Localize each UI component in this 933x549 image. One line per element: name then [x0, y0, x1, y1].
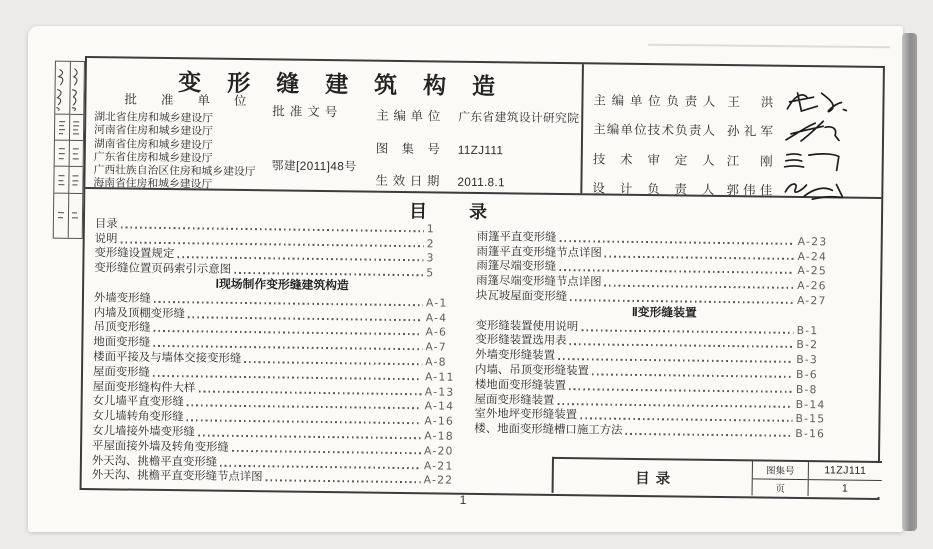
toc-entry-page: A-27	[796, 293, 827, 308]
bottom-page-number: 1	[459, 493, 467, 507]
atlas-info-value: 2011.8.1	[457, 174, 505, 190]
approval-unit: 河南省住房和城乡建设厅	[93, 124, 213, 138]
personnel-row	[593, 149, 882, 170]
dotted-leader	[187, 419, 422, 424]
personnel-name: 江刚	[726, 153, 773, 169]
toc-entry-page: B-1	[796, 323, 819, 337]
toc-entry-title: 雨篷平直变形缝节点详图	[476, 245, 602, 260]
atlas-info	[375, 106, 579, 189]
dotted-leader	[559, 240, 794, 245]
personnel-name: 郭伟佳	[726, 183, 773, 198]
dotted-leader	[581, 329, 793, 334]
approval-units-list	[93, 111, 276, 193]
dotted-leader	[604, 285, 794, 289]
toc-entry-title: 雨篷平直变形缝	[476, 230, 557, 244]
title-header	[85, 58, 883, 199]
toc-entry-title: 楼面平接及与墙体交接变形缝	[93, 351, 242, 365]
toc-entry-title: 外天沟、挑檐平直变形缝	[91, 454, 218, 469]
handwriting-mark-icon	[70, 62, 84, 114]
drawing-frame	[80, 56, 885, 500]
dotted-leader	[625, 433, 792, 437]
dotted-leader	[244, 361, 422, 365]
toc-entry-title: 女儿墙平直变形缝	[92, 395, 184, 409]
toc-entry-title: 雨篷尽端变形缝	[476, 260, 557, 274]
toc-entry-page: B-16	[795, 427, 826, 441]
tiny-text-mark-icon	[54, 166, 68, 193]
tiny-text-mark-icon	[69, 114, 83, 140]
approval-units	[93, 89, 276, 193]
approval-number-label: 批准文号	[272, 104, 343, 120]
atlas-info-label: 主编单位	[376, 108, 441, 124]
toc-section	[82, 189, 882, 497]
tiny-text-mark-icon	[68, 193, 82, 238]
title-block-labels	[752, 461, 808, 496]
margin-strip	[53, 61, 85, 239]
personnel-label: 设计负责人	[592, 181, 715, 197]
dotted-leader	[557, 403, 792, 408]
atlas-info-row	[376, 138, 579, 156]
dotted-leader	[605, 255, 795, 259]
dotted-leader	[187, 405, 422, 410]
toc-entry-page: B-14	[795, 397, 826, 411]
toc-entry-page: A-26	[797, 279, 827, 293]
dotted-leader	[558, 358, 793, 363]
atlas-info-row	[375, 171, 578, 189]
dotted-leader	[234, 272, 423, 276]
approval-unit: 湖南省住房和城乡建设厅	[93, 137, 213, 152]
approval-unit: 海南省住房和城乡建设厅	[93, 177, 213, 192]
toc-entry-page: A-22	[423, 473, 454, 488]
header-left	[85, 58, 582, 193]
toc-entry-page: A-8	[425, 355, 447, 369]
atlas-info-row	[376, 106, 579, 124]
approval-unit: 湖北省住房和城乡建设厅	[94, 111, 214, 125]
toc-entry-title: 块瓦坡屋面变形缝	[475, 289, 568, 304]
toc-entry-page: A-18	[424, 429, 454, 443]
toc-entry-page: A-24	[797, 249, 828, 263]
dotted-leader	[559, 269, 794, 274]
toc-entry-page: A-13	[424, 384, 455, 399]
toc-entry-page: A-4	[425, 310, 448, 325]
personnel-label: 主编单位负责人	[593, 92, 716, 109]
toc-column-left	[92, 216, 471, 487]
approval-unit: 广西壮族自治区住房和城乡建设厅	[93, 164, 256, 179]
dotted-leader	[177, 257, 423, 262]
dotted-leader	[232, 450, 421, 454]
toc-entry-page: 2	[426, 236, 435, 251]
toc-entry-page: B-2	[796, 338, 819, 352]
personnel-name: 孙礼军	[727, 124, 774, 139]
title-block-name: 目录	[635, 470, 677, 487]
dotted-leader	[592, 373, 793, 378]
toc-entry-title: 外墙变形缝装置	[475, 349, 556, 363]
signature-icon	[783, 148, 853, 173]
toc-entry-title: 内墙、吊顶变形缝装置	[475, 363, 590, 378]
dotted-leader	[266, 480, 421, 484]
margin-strip-column	[67, 62, 84, 238]
toc-entry-page: A-14	[424, 399, 455, 414]
toc-entry-title: 女儿墙接外墙变形缝	[92, 425, 195, 439]
atlas-info-value: 11ZJ111	[457, 142, 504, 157]
dotted-leader	[198, 434, 421, 439]
toc-entry-title: 楼、地面变形缝槽口施工方法	[474, 423, 623, 437]
toc-entry-title: 目录	[94, 217, 118, 231]
dotted-leader	[570, 343, 794, 348]
title-block	[552, 457, 882, 497]
toc-entry-page: 3	[426, 251, 435, 265]
title-block-values	[808, 462, 882, 497]
atlas-no-label: 图集号	[765, 465, 795, 478]
toc-entry-page: A-21	[423, 458, 454, 473]
toc-entry-page: A-23	[797, 234, 828, 249]
toc-entry-title: 变形缝装置选用表	[475, 334, 567, 348]
tiny-text-mark-icon	[54, 193, 68, 238]
page-edge-shadow	[902, 33, 917, 531]
approval-number	[272, 101, 358, 174]
toc-entry-page: A-20	[423, 444, 454, 458]
toc-column-right	[474, 229, 854, 441]
dotted-leader	[198, 390, 421, 395]
toc-entry-page: B-15	[795, 412, 826, 426]
dotted-leader	[570, 299, 794, 304]
toc-entry-title: 室外地坪变形缝装置	[474, 408, 578, 422]
tiny-text-mark-icon	[55, 114, 69, 140]
personnel-panel	[580, 64, 883, 197]
toc-heading: 目录	[408, 201, 530, 223]
toc-entry-page: B-3	[796, 353, 819, 367]
toc-entry-page: A-16	[424, 414, 455, 428]
toc-entry-title: 屋面变形缝构件大样	[92, 380, 196, 394]
toc-entry-title: 说明	[94, 232, 118, 246]
page-value: 1	[809, 479, 882, 497]
personnel-row	[593, 120, 882, 141]
toc-entry-title: 吊顶变形缝	[93, 321, 151, 335]
atlas-info-label: 生效日期	[375, 173, 440, 189]
toc-entry-title: 地面变形缝	[93, 336, 151, 350]
tiny-text-mark-icon	[55, 140, 69, 166]
approval-unit: 广东省住房和城乡建设厅	[93, 151, 213, 165]
toc-entry-title: 变形缝位置页码索引示意图	[94, 262, 232, 277]
personnel-label: 主编单位技术负责人	[593, 122, 716, 138]
toc-entry-title: 内墙及顶棚变形缝	[93, 306, 185, 320]
toc-entry-title: 变形缝设置规定	[94, 247, 175, 261]
document-title: 变形缝建筑构造	[178, 69, 522, 100]
personnel-name: 王洪	[727, 94, 774, 110]
toc-section-heading-2: Ⅱ变形缝装置	[631, 304, 697, 320]
toc-entry-page: A-25	[797, 264, 828, 278]
personnel-row	[593, 90, 882, 111]
toc-entry-title: 屋面变形缝	[92, 365, 151, 379]
dotted-leader	[220, 464, 421, 469]
toc-entry-page: B-8	[795, 382, 818, 396]
toc-entry-title: 楼地面变形缝装置	[474, 378, 567, 392]
atlas-info-value: 广东省建筑设计研究院	[458, 109, 580, 126]
toc-entry-page: A-1	[425, 296, 448, 310]
atlas-no-value: 11ZJ111	[824, 464, 867, 478]
toc-entry-page: 1	[426, 222, 436, 236]
toc-entry-title: 外墙变形缝	[93, 291, 152, 305]
tiny-text-mark-icon	[69, 166, 83, 193]
page-label: 页	[753, 478, 808, 496]
toc-entry-title: 屋面变形缝装置	[474, 393, 555, 407]
approval-number-value: 鄂建[2011]48号	[271, 158, 357, 174]
toc-entry-title: 女儿墙转角变形缝	[92, 410, 184, 424]
toc-entry-title: 雨篷尽端变形缝节点详图	[476, 275, 602, 289]
toc-entry-page: 5	[426, 266, 435, 280]
toc-entry-title: 外天沟、挑檐平直变形缝节点详图	[91, 469, 263, 484]
toc-entry-page: B-6	[795, 367, 818, 382]
dotted-leader	[569, 388, 793, 393]
approval-units-label: 批准单位	[124, 92, 247, 109]
signature-icon	[783, 119, 853, 144]
dotted-leader	[188, 316, 423, 321]
toc-entry-page: A-11	[424, 370, 455, 384]
atlas-info-label: 图集号	[375, 141, 440, 156]
tiny-text-mark-icon	[69, 140, 83, 166]
signature-icon	[783, 89, 853, 114]
toc-entry-page: A-7	[425, 340, 447, 354]
personnel-label: 技术审定人	[592, 151, 715, 168]
dotted-leader	[580, 418, 792, 423]
handwriting-mark-icon	[55, 62, 69, 114]
toc-entry-title: 平屋面接外墙及转角变形缝	[92, 439, 229, 454]
toc-section-heading-1: Ⅰ现场制作变形缝建筑构造	[215, 276, 349, 293]
toc-entry-page: A-6	[425, 325, 448, 339]
toc-entry-title: 变形缝装置使用说明	[475, 319, 579, 333]
